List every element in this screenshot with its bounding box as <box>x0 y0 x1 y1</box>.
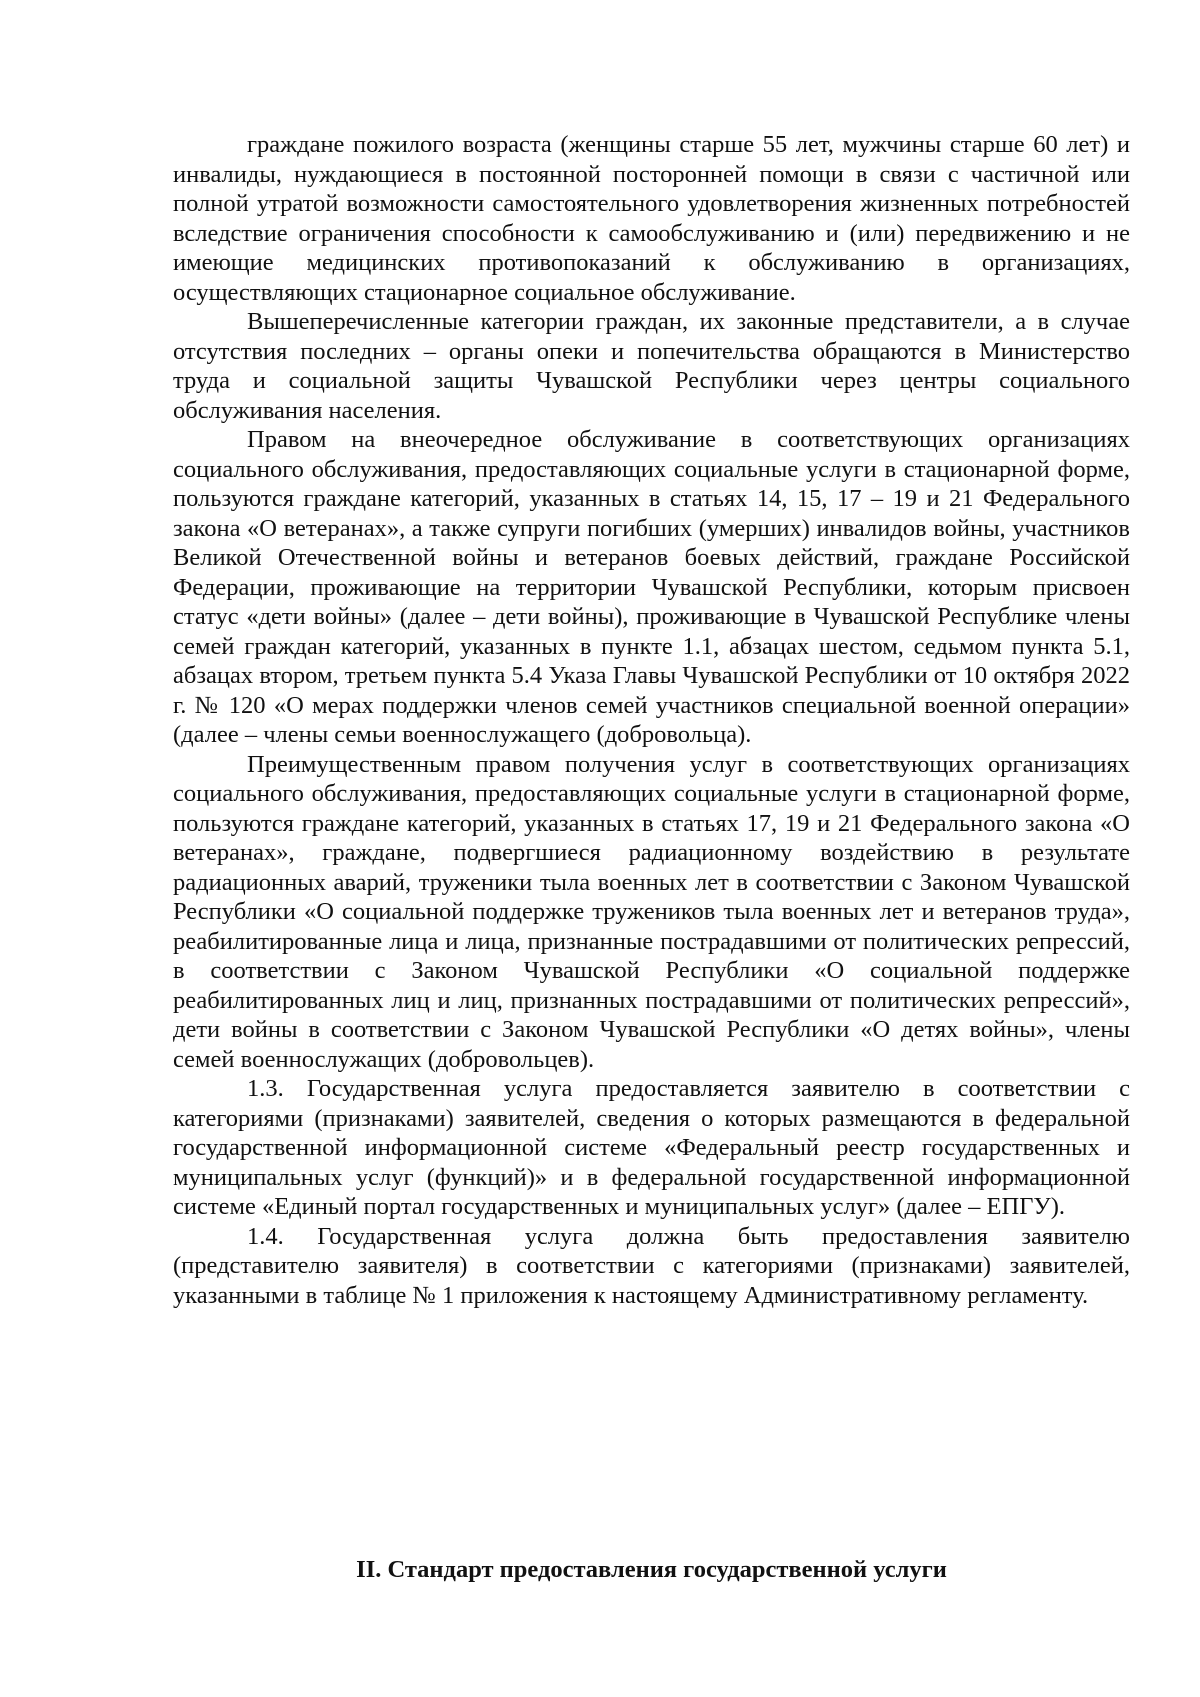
paragraph-eligible-citizens: граждане пожилого возраста (женщины старше 55 лет, мужчины старше 60 лет) и инвалиды, нуждающиеся в постоянной посторонней помощи в связи с частичной или полной утратой возможности самостоятельного удовлетворения жизненных потребностей вследствие ограничения способности к самообслуживанию и (или) передвижению и не имеющие медицинских противопоказаний к обслуживанию в организациях, осуществляющих стационарное социальное обслуживание. <box>173 131 1130 306</box>
section-heading: II. Стандарт предоставления государственной услуги <box>356 1556 947 1583</box>
body-text <box>173 130 1130 1310</box>
paragraph-priority-right: Правом на внеочередное обслуживание в соответствующих организациях социального обслуживания, предоставляющих социальные услуги в стационарной форме, пользуются граждане категорий, указанных в статьях 14, 15, 17 – 19 и 21 Федерального закона «О ветеранах», а также супруги погибших (умерших) инвалидов войны, участников Великой Отечественной войны и ветеранов боевых действий, граждане Российской Федерации, проживающие на территории Чувашской Республики, которым присвоен статус «дети войны» (далее – дети войны), проживающие в Чувашской Республике члены семей граждан категорий, указанных в пункте 1.1, абзацах шестом, седьмом пункта 5.1, абзацах втором, третьем пункта 5.4 Указа Главы Чувашской Республики от 10 октября 2022 г. № 120 «О мерах поддержки членов семей участников специальной военной операции» (далее – члены семьи военнослужащего (добровольца). <box>173 426 1130 748</box>
paragraph-preferential-right: Преимущественным правом получения услуг в соответствующих организациях социального обслуживания, предоставляющих социальные услуги в стационарной форме, пользуются граждане категорий, указанных в статьях 17, 19 и 21 Федерального закона «О ветеранах», граждане, подвергшиеся радиационному воздействию в результате радиационных аварий, труженики тыла военных лет в соответствии с Законом Чувашской Республики «О социальной поддержке тружеников тыла военных лет и ветеранов труда», реабилитированные лица и лица, признанные пострадавшими от политических репрессий, в соответствии с Законом Чувашской Республики «О социальной поддержке реабилитированных лиц и лиц, признанных пострадавшими от политических репрессий», дети войны в соответствии с Законом Чувашской Республики «О детях войны», члены семей военнослужащих (добровольцев). <box>173 750 1130 1073</box>
paragraph-applicants: Вышеперечисленные категории граждан, их законные представители, а в случае отсутствия последних – органы опеки и попечительства обращаются в Министерство труда и социальной защиты Чувашской Республики через центры социального обслуживания населения. <box>173 308 1130 424</box>
paragraph-clause-1-3: 1.3. Государственная услуга предоставляется заявителю в соответствии с категориями (признаками) заявителей, сведения о которых размещаются в федеральной государственной информационной системе «Федеральный реестр государственных и муниципальных услуг (функций)» и в федеральной государственной информационной системе «Единый портал государственных и муниципальных услуг» (далее – ЕПГУ). <box>173 1075 1130 1220</box>
paragraph-clause-1-4: 1.4. Государственная услуга должна быть предоставления заявителю (представителю заявителя) в соответствии с категориями (признаками) заявителей, указанными в таблице № 1 приложения к настоящему Административному регламенту. <box>173 1222 1130 1309</box>
